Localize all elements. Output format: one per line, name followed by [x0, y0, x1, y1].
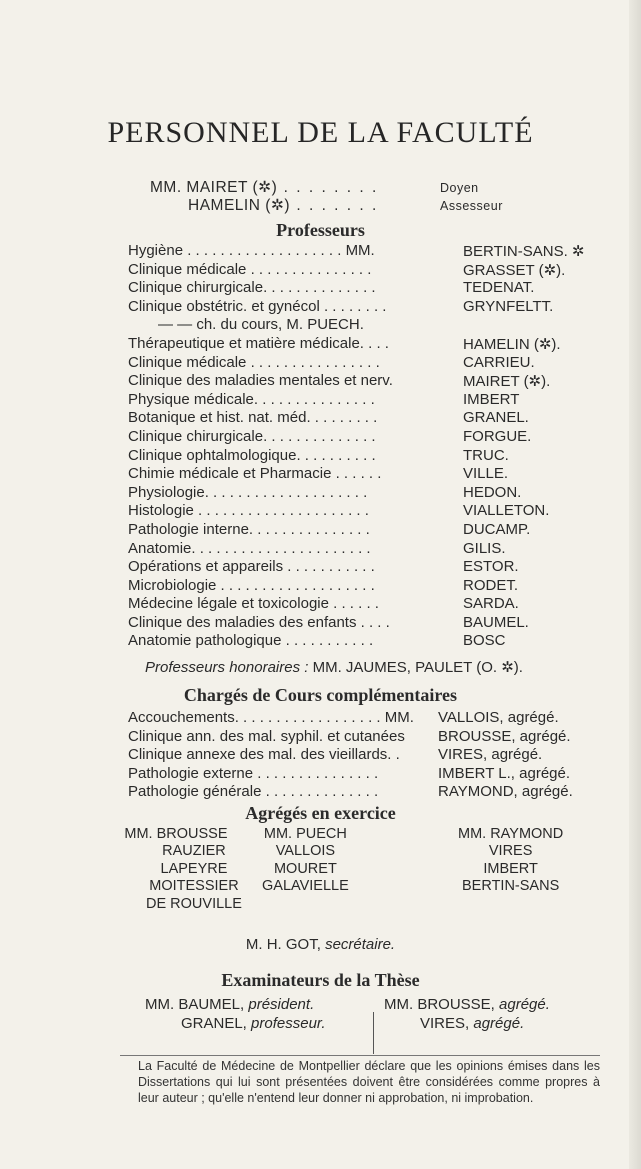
subject: Clinique des maladies des enfants . . . .: [128, 613, 390, 631]
professor-name: BERTIN-SANS. ✲: [463, 243, 585, 260]
lecturer-name: VIRES, agrégé.: [438, 746, 543, 764]
professeurs-heading: Professeurs: [276, 220, 365, 240]
examinateur-name: GRANEL,: [181, 1015, 247, 1032]
lecturer-name: BROUSSE, agrégé.: [438, 727, 571, 745]
list-item: [128, 428, 598, 447]
examinateur-role: agrégé.: [473, 1015, 525, 1032]
agrege-name: VALLOIS: [275, 843, 336, 860]
list-item: [128, 354, 598, 373]
subject: Clinique chirurgicale. . . . . . . . . . . . . .: [128, 279, 376, 297]
subject: — — ch. du cours, M. PUECH.: [158, 316, 364, 334]
professor-name: BAUMEL.: [463, 613, 529, 631]
professor-name: ESTOR.: [463, 558, 519, 576]
list-item: [128, 502, 598, 521]
agrege-name: BERTIN-SANS: [462, 878, 560, 895]
examinateur-name: VIRES,: [420, 1015, 470, 1032]
examinateur-name: MM. BROUSSE,: [384, 996, 495, 1013]
honoraires-line: [145, 658, 523, 676]
list-item: [128, 409, 598, 428]
professor-name: RODET.: [463, 576, 519, 594]
subject: Clinique annexe des mal. des vieillards. .: [128, 746, 400, 764]
list-item: [128, 298, 598, 317]
list-item: [128, 316, 598, 335]
agrege-name: LAPEYRE: [160, 860, 228, 877]
list-item: [128, 335, 598, 354]
list-item: [128, 540, 598, 559]
professor-name: VILLE.: [463, 465, 509, 483]
professor-name: FORGUE.: [463, 427, 532, 445]
subject: Physiologie. . . . . . . . . . . . . . . . . . . .: [128, 483, 368, 501]
subject: Chimie médicale et Pharmacie . . . . . .: [128, 465, 382, 483]
professor-name: GRANEL.: [463, 409, 529, 427]
list-item: [128, 728, 598, 747]
professor-name: VIALLETON.: [463, 502, 550, 520]
subject: Médecine légale et toxicologie . . . . . .: [128, 595, 379, 613]
examinateurs-right: [384, 995, 550, 1033]
professor-name: GILIS.: [463, 539, 506, 557]
honoraires-label: Professeurs honoraires :: [145, 659, 309, 676]
list-item: [128, 614, 598, 633]
page-title: PERSONNEL DE LA FACULTÉ: [107, 116, 534, 149]
examinateur-role: professeur.: [251, 1015, 326, 1032]
subject: Clinique ophtalmologique. . . . . . . . . .: [128, 446, 376, 464]
agrege-name: VIRES: [488, 843, 533, 860]
professor-name: GRYNFELTT.: [463, 297, 554, 315]
column-divider: [373, 1012, 374, 1054]
divider: [120, 1055, 600, 1056]
professor-name: MAIRET (✲).: [463, 373, 551, 391]
subject: Pathologie interne. . . . . . . . . . . . . . .: [128, 520, 370, 538]
list-item: [128, 261, 598, 280]
subject: Pathologie générale . . . . . . . . . . . . . .: [128, 783, 379, 801]
subject: Hygiène . . . . . . . . . . . . . . . . . . . MM.: [128, 242, 375, 259]
list-item: [128, 765, 598, 784]
disclaimer-note: La Faculté de Médecine de Montpellier déclare que les opinions émises dans les Dissertations qui lui sont présentées doivent être considérées comme propres à leur auteur ; qu'elle n'entend leur donner ni approbation, ni improbation.: [138, 1059, 600, 1105]
list-item: [128, 558, 598, 577]
subject: Clinique chirurgicale. . . . . . . . . . . . . .: [128, 427, 376, 445]
examinateurs-heading: Examinateurs de la Thèse: [221, 970, 420, 990]
secretaire-name: M. H. GOT,: [245, 936, 321, 953]
lecturer-name: RAYMOND, agrégé.: [438, 783, 573, 801]
agrege-name: RAUZIER: [162, 843, 226, 860]
agrege-name: GALAVIELLE: [262, 878, 349, 895]
officer-dean: MM. MAIRET (✲) . . . . . . . . Doyen: [150, 179, 479, 196]
list-item: [128, 465, 598, 484]
subject: Pathologie externe . . . . . . . . . . . . . . .: [128, 764, 379, 782]
charges-list: [128, 709, 598, 802]
professor-name: TEDENAT.: [463, 279, 535, 297]
lecturer-name: VALLOIS, agrégé.: [438, 709, 559, 726]
lecturer-name: IMBERT L., agrégé.: [438, 764, 571, 782]
agreges-heading: Agrégés en exercice: [245, 803, 396, 823]
officer-name: HAMELIN (✲): [188, 197, 291, 214]
subject: Clinique médicale . . . . . . . . . . . . . . .: [128, 260, 372, 278]
subject: Thérapeutique et matière médicale. . . .: [128, 334, 389, 352]
professor-name: CARRIEU.: [463, 353, 535, 371]
honoraires-names: MM. JAUMES, PAULET (O. ✲).: [312, 659, 523, 676]
subject: Clinique des maladies mentales et nerv.: [128, 372, 393, 390]
list-item: [128, 372, 598, 391]
professor-name: BOSC: [463, 632, 506, 650]
list-item: [128, 484, 598, 503]
subject: Anatomie pathologique . . . . . . . . . . .: [128, 632, 374, 650]
professor-name: TRUC.: [463, 446, 509, 464]
list-item: [128, 709, 598, 728]
charges-heading: Chargés de Cours complémentaires: [183, 685, 458, 705]
list-item: [128, 577, 598, 596]
agreges-column-3: [458, 826, 563, 896]
agrege-name: IMBERT: [483, 860, 538, 877]
professor-name: DUCAMP.: [463, 520, 531, 538]
professor-name: HAMELIN (✲).: [463, 335, 561, 353]
examinateur-name: MM. BAUMEL,: [145, 996, 245, 1013]
agrege-name: MOITESSIER: [149, 878, 239, 895]
professor-name: IMBERT: [463, 390, 520, 408]
list-item: [128, 783, 598, 802]
subject: Anatomie. . . . . . . . . . . . . . . . . . . . . .: [128, 539, 371, 557]
secretaire-line: [0, 936, 641, 953]
examinateurs-left: [145, 995, 326, 1033]
list-item: [128, 279, 598, 298]
list-item: [128, 242, 598, 261]
agrege-name: MM. BROUSSE: [124, 826, 228, 842]
officer-name: MM. MAIRET (✲): [150, 179, 278, 196]
list-item: [128, 391, 598, 410]
agreges-column-2: [262, 826, 349, 896]
professor-name: HEDON.: [463, 483, 522, 501]
subject: Opérations et appareils . . . . . . . . . . .: [128, 558, 375, 576]
agrege-name: DE ROUVILLE: [146, 895, 242, 912]
officer-role: Assesseur: [440, 199, 503, 213]
subject: Physique médicale. . . . . . . . . . . . . . .: [128, 390, 375, 408]
agrege-name: MOURET: [273, 860, 337, 877]
professor-name: GRASSET (✲).: [463, 261, 566, 279]
subject: Clinique ann. des mal. syphil. et cutanées: [128, 727, 405, 745]
page-edge: [629, 0, 641, 1169]
agreges-column-1: [110, 826, 242, 913]
list-item: [128, 595, 598, 614]
subject: Histologie . . . . . . . . . . . . . . . . . . . . .: [128, 502, 369, 520]
subject: Clinique médicale . . . . . . . . . . . . . . . .: [128, 353, 380, 371]
subject: Clinique obstétric. et gynécol . . . . . . . .: [128, 297, 387, 315]
officer-assessor: HAMELIN (✲) . . . . . . . Assesseur: [188, 197, 503, 214]
list-item: [128, 746, 598, 765]
list-item: [128, 447, 598, 466]
professor-name: SARDA.: [463, 595, 519, 613]
list-item: [128, 632, 598, 651]
subject: Microbiologie . . . . . . . . . . . . . . . . . . .: [128, 576, 375, 594]
subject: Botanique et hist. nat. méd. . . . . . . . .: [128, 409, 378, 427]
examinateur-role: agrégé.: [499, 996, 550, 1013]
examinateur-role: président.: [248, 996, 315, 1013]
subject: Accouchements. . . . . . . . . . . . . . . . . . MM.: [128, 709, 414, 726]
professeurs-list: [128, 242, 598, 651]
list-item: [128, 521, 598, 540]
officer-role: Doyen: [440, 181, 479, 195]
agrege-name: MM. PUECH: [263, 826, 347, 842]
agrege-name: MM. RAYMOND: [458, 826, 564, 842]
secretaire-role: secrétaire.: [325, 936, 396, 953]
